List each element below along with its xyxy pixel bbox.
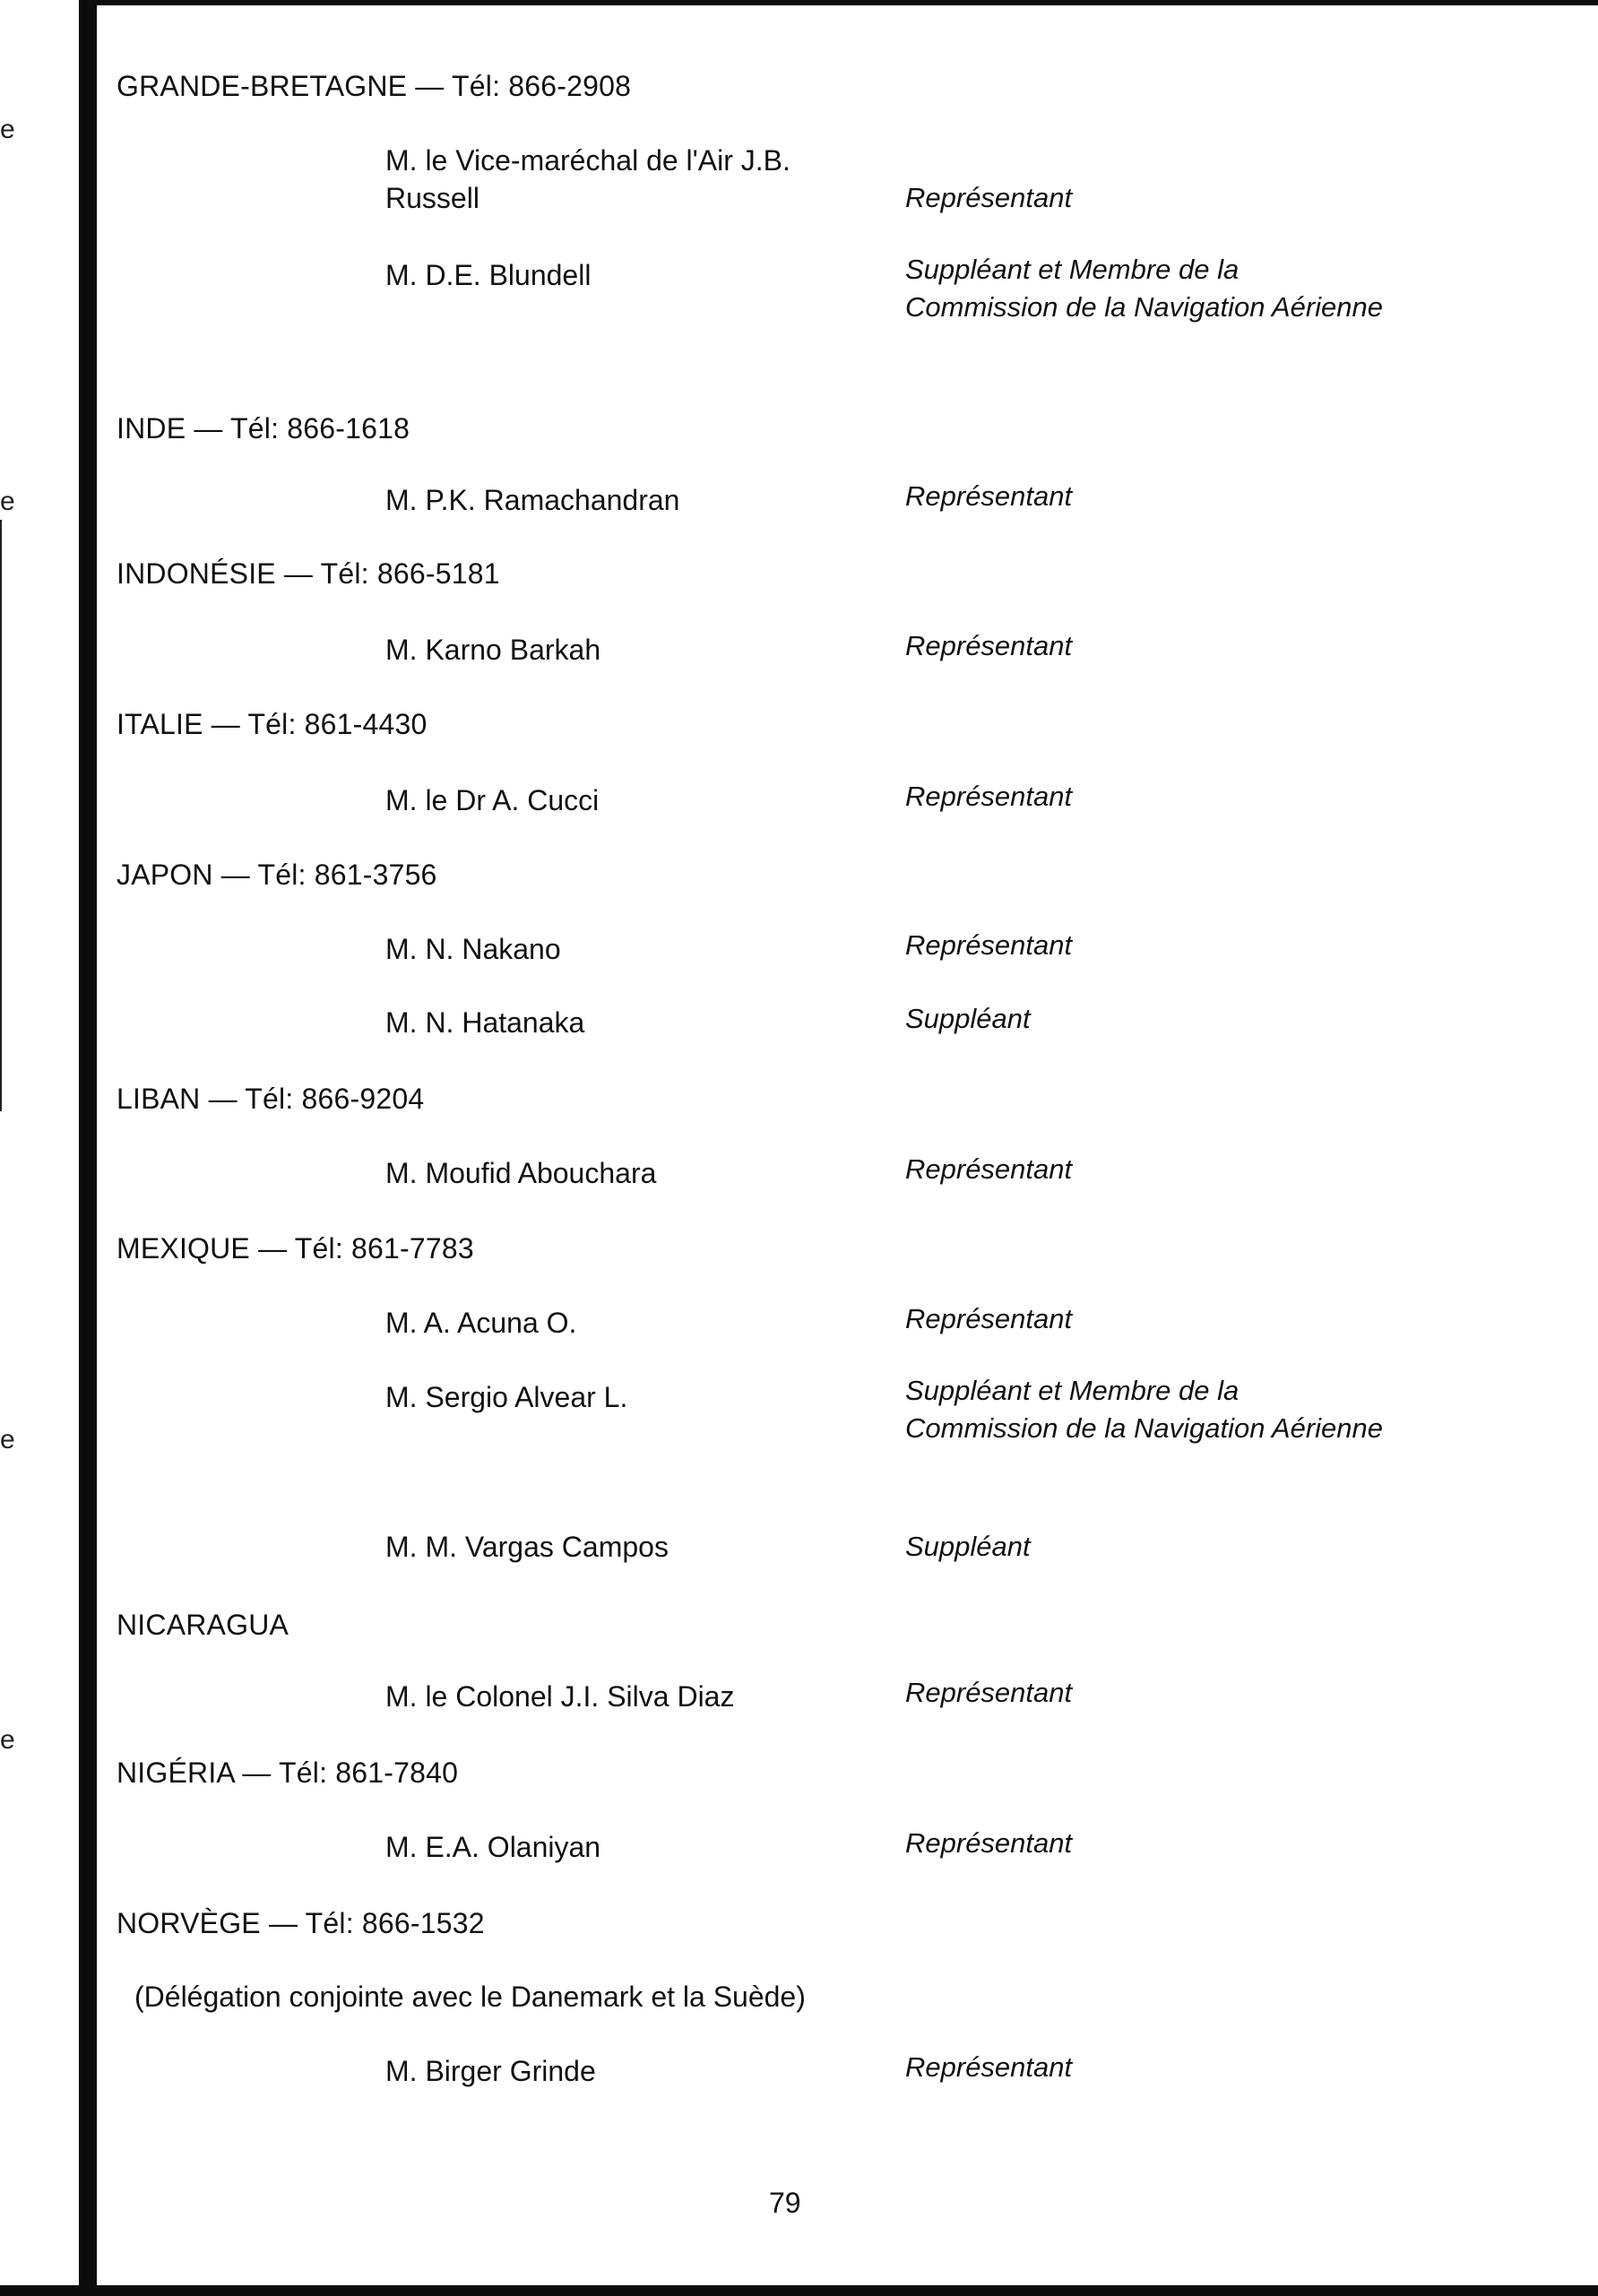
margin-mark: e <box>0 1425 15 1454</box>
member-role: Représentant <box>905 1677 1073 1708</box>
member-role: Représentant <box>905 480 1073 512</box>
left-margin <box>0 0 79 2296</box>
margin-mark: e <box>0 1725 15 1755</box>
member-role: Suppléant et Membre de la Commission de la Navigation Aérienne <box>905 1375 1384 1444</box>
country-heading: ITALIE — Tél: 861-4430 <box>117 708 428 740</box>
delegation-note: (Délégation conjointe avec le Danemark et la Suède) <box>134 1981 806 2013</box>
member-role: Représentant <box>905 1827 1073 1859</box>
page-binding-border <box>79 0 97 2296</box>
country-heading: JAPON — Tél: 861-3756 <box>117 859 437 891</box>
country-heading: GRANDE-BRETAGNE — Tél: 866-2908 <box>117 70 632 102</box>
member-name: M. N. Nakano <box>385 933 561 965</box>
country-heading: NICARAGUA <box>117 1609 289 1641</box>
member-role: Représentant <box>905 630 1073 661</box>
country-heading: NORVÈGE — Tél: 866-1532 <box>117 1907 485 1939</box>
member-name: M. le Vice-maréchal de l'Air J.B. Russell <box>385 144 790 214</box>
member-role: Représentant <box>905 929 1073 961</box>
member-name: M. Karno Barkah <box>385 634 601 666</box>
member-name: M. le Colonel J.I. Silva Diaz <box>385 1680 735 1713</box>
margin-mark: e <box>0 487 15 516</box>
member-name: M. D.E. Blundell <box>385 259 592 291</box>
member-name: M. Moufid Abouchara <box>385 1157 657 1189</box>
page-number: 79 <box>769 2187 801 2219</box>
country-heading: NIGÉRIA — Tél: 861-7840 <box>117 1757 459 1789</box>
member-role: Suppléant <box>905 1003 1031 1034</box>
member-name: M. le Dr A. Cucci <box>385 784 600 816</box>
margin-mark: e <box>0 115 15 144</box>
member-name: M. N. Hatanaka <box>385 1006 585 1039</box>
margin-edge-line <box>0 520 2 1111</box>
member-role: Représentant <box>905 1303 1073 1334</box>
delegation-list <box>117 0 1568 2240</box>
member-name: M. Birger Grinde <box>385 2055 596 2087</box>
country-heading: MEXIQUE — Tél: 861-7783 <box>117 1232 474 1265</box>
member-name: M. E.A. Olaniyan <box>385 1831 601 1863</box>
member-role: Représentant <box>905 781 1073 812</box>
country-heading: INDONÉSIE — Tél: 866-5181 <box>117 557 500 590</box>
bottom-border <box>0 2285 1598 2296</box>
member-name: M. M. Vargas Campos <box>385 1531 669 1563</box>
country-heading: INDE — Tél: 866-1618 <box>117 412 410 445</box>
member-role: Suppléant <box>905 1531 1031 1562</box>
member-role: Suppléant et Membre de la Commission de la Navigation Aérienne <box>905 254 1384 323</box>
country-heading: LIBAN — Tél: 866-9204 <box>117 1083 425 1115</box>
member-name: M. A. Acuna O. <box>385 1307 577 1339</box>
member-name: M. P.K. Ramachandran <box>385 484 680 516</box>
member-role: Représentant <box>905 182 1073 213</box>
member-name: M. Sergio Alvear L. <box>385 1381 628 1413</box>
member-role: Représentant <box>905 2051 1073 2083</box>
member-role: Représentant <box>905 1153 1073 1185</box>
